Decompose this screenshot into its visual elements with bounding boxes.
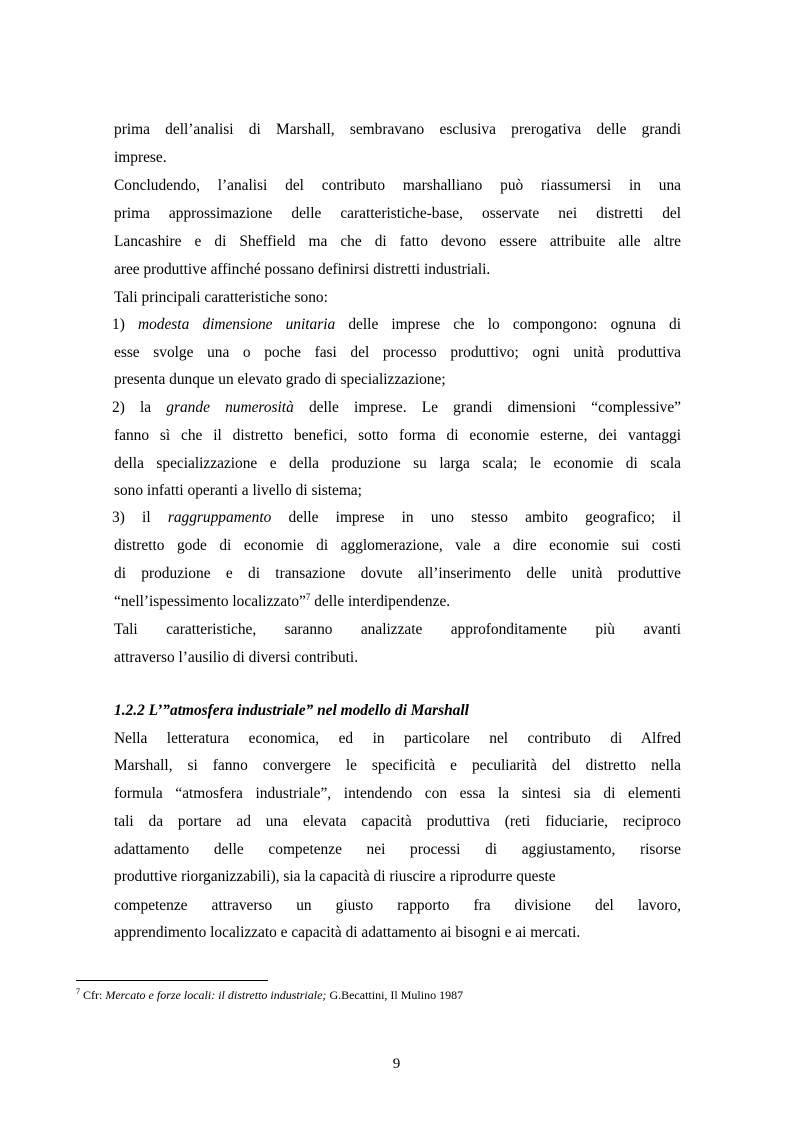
emphasis-text: grande numerosità bbox=[166, 399, 294, 416]
text-line: imprese. bbox=[114, 149, 167, 166]
text-line: Tali principali caratteristiche sono: bbox=[114, 289, 328, 306]
text-line: Marshall, si fanno convergere le specificità e peculiarità del distretto nella bbox=[114, 757, 681, 774]
text-line: distretto gode di economie di agglomerazione, vale a dire economie sui costi bbox=[114, 537, 681, 554]
text-line: attraverso l’ausilio di diversi contributi. bbox=[114, 649, 359, 666]
text-line: sono infatti operanti a livello di sistema; bbox=[114, 482, 362, 499]
text-line: formula “atmosfera industriale”, intendendo con essa la sintesi sia di elementi bbox=[114, 785, 681, 802]
text-line: produttive riorganizzabili), sia la capacità di riuscire a riprodurre queste bbox=[114, 868, 556, 885]
section-heading: 1.2.2 L’”atmosfera industriale” nel modello di Marshall bbox=[114, 702, 469, 719]
list-text: delle imprese. Le grandi dimensioni “complessive” bbox=[308, 399, 681, 416]
footnote bbox=[76, 987, 463, 1003]
text-line: di produzione e di transazione dovute all’inserimento delle unità produttive bbox=[114, 565, 681, 582]
text-line: aree produttive affinché possano definirsi distretti industriali. bbox=[114, 261, 491, 278]
footnote-divider bbox=[76, 980, 268, 981]
page-number: 9 bbox=[392, 1056, 401, 1072]
text-fragment: delle interdipendenze. bbox=[310, 593, 451, 610]
emphasis-text: modesta dimensione unitaria bbox=[137, 316, 336, 333]
list-number: 1) bbox=[112, 316, 125, 333]
text-line: Concludendo, l’analisi del contributo marshalliano può riassumersi in una bbox=[114, 177, 681, 194]
text-line: prima approssimazione delle caratteristiche-base, osservate nei distretti del bbox=[114, 205, 681, 222]
list-item-2 bbox=[112, 398, 681, 418]
footnote-number: 7 bbox=[76, 987, 80, 996]
footnote-prefix: Cfr: bbox=[83, 988, 106, 1002]
quoted-text: “nell’ispessimento localizzato” bbox=[114, 593, 306, 610]
text-line: presenta dunque un elevato grado di specializzazione; bbox=[114, 371, 446, 388]
list-item-1 bbox=[112, 315, 681, 335]
text-line: Nella letteratura economica, ed in particolare nel contributo di Alfred bbox=[114, 730, 681, 747]
text-line: tali da portare ad una elevata capacità produttiva (reti fiduciarie, reciproco bbox=[114, 813, 681, 830]
text-line: della specializzazione e della produzione su larga scala; le economie di scala bbox=[114, 455, 681, 472]
text-line: Tali caratteristiche, saranno analizzate approfonditamente più avanti bbox=[114, 621, 681, 638]
footnote-source: G.Becattini, Il Mulino 1987 bbox=[326, 988, 464, 1002]
list-text: delle imprese che lo compongono: ognuna di bbox=[348, 316, 681, 333]
footnote-title: Mercato e forze locali: il distretto industriale; bbox=[105, 988, 327, 1002]
list-number: 3) il bbox=[112, 509, 151, 526]
text-line bbox=[114, 592, 681, 612]
list-item-3 bbox=[112, 508, 681, 528]
emphasis-text: raggruppamento bbox=[167, 509, 272, 526]
list-number: 2) la bbox=[112, 399, 152, 416]
text-line: adattamento delle competenze nei processi di aggiustamento, risorse bbox=[114, 841, 681, 858]
text-line: competenze attraverso un giusto rapporto fra divisione del lavoro, bbox=[114, 897, 681, 914]
text-line: Lancashire e di Sheffield ma che di fatto devono essere attribuite alle altre bbox=[114, 233, 681, 250]
text-line: apprendimento localizzato e capacità di adattamento ai bisogni e ai mercati. bbox=[114, 924, 581, 941]
list-text: delle imprese in uno stesso ambito geografico; il bbox=[288, 509, 681, 526]
text-line: prima dell’analisi di Marshall, sembravano esclusiva prerogativa delle grandi bbox=[114, 121, 681, 138]
footnote-ref: 7 bbox=[305, 592, 311, 602]
text-line: esse svolge una o poche fasi del processo produttivo; ogni unità produttiva bbox=[114, 344, 681, 361]
text-line: fanno sì che il distretto benefici, sotto forma di economie esterne, dei vantaggi bbox=[114, 427, 681, 444]
